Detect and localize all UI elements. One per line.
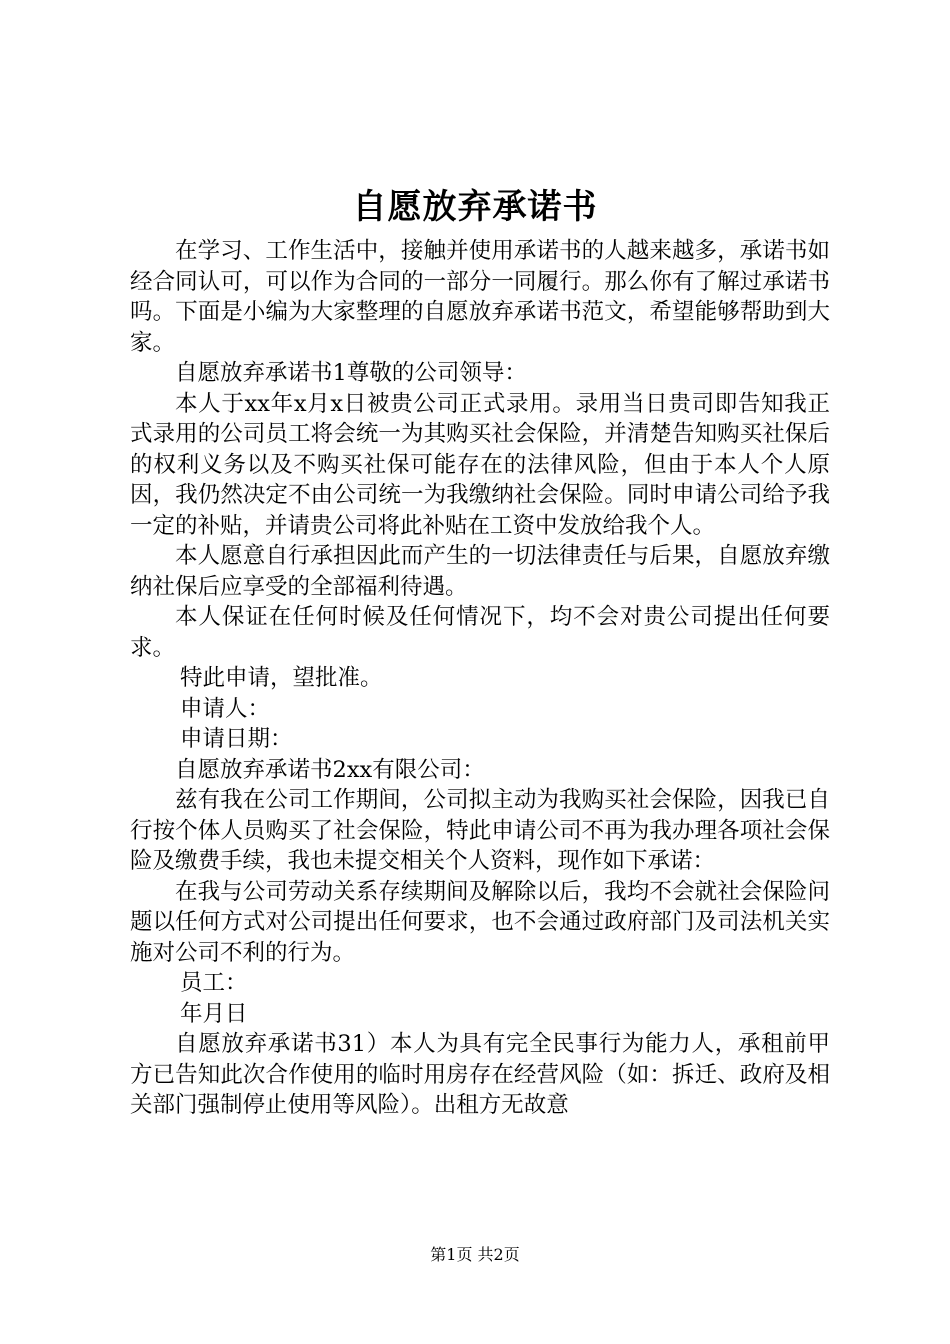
- intro-paragraph: 在学习、工作生活中，接触并使用承诺书的人越来越多，承诺书如经合同认可，可以作为合同的一部分一同履行。那么你有了解过承诺书吗。下面是小编为大家整理的自愿放弃承诺书范文，希望能够帮助到大家。: [130, 238, 830, 356]
- body-paragraph: 本人于xx年x月x日被贵公司正式录用。录用当日贵司即告知我正式录用的公司员工将会统一为其购买社会保险，并清楚告知购买社保后的权利义务以及不购买社保可能存在的法律风险，但由于本人个人原因，我仍然决定不由公司统一为我缴纳社会保险。同时申请公司给予我一定的补贴，并请贵公司将此补贴在工资中发放给我个人。: [130, 390, 830, 539]
- section-heading-3: 自愿放弃承诺书31）本人为具有完全民事行为能力人，承租前甲方已告知此次合作使用的临时用房存在经营风险（如：拆迁、政府及相关部门强制停止使用等风险）。出租方无故意: [130, 1031, 830, 1118]
- employee-line: 员工：: [180, 970, 248, 996]
- document-title: 自愿放弃承诺书: [352, 187, 598, 227]
- date-line: 年月日: [180, 1000, 248, 1027]
- body-paragraph: 兹有我在公司工作期间，公司拟主动为我购买社会保险，因我已自行按个体人员购买了社会保险，特此申请公司不再为我办理各项社会保险及缴费手续，我也未提交相关个人资料，现作如下承诺：: [130, 787, 830, 874]
- section-heading-2: 自愿放弃承诺书2xx有限公司：: [175, 756, 485, 783]
- body-paragraph: 本人保证在任何时候及任何情况下，均不会对贵公司提出任何要求。: [130, 604, 830, 661]
- application-date-line: 申请日期：: [180, 726, 293, 752]
- document-body: [130, 236, 830, 1121]
- body-paragraph: 在我与公司劳动关系存续期间及解除以后，我均不会就社会保险问题以任何方式对公司提出任何要求，也不会通过政府部门及司法机关实施对公司不利的行为。: [130, 878, 830, 966]
- body-paragraph: 本人愿意自行承担因此而产生的一切法律责任与后果，自愿放弃缴纳社保后应享受的全部福利待遇。: [130, 543, 830, 600]
- page-number-footer: 第1页 共2页: [430, 1245, 520, 1264]
- applicant-line: 申请人：: [180, 695, 271, 722]
- closing-line: 特此申请，望批准。: [180, 665, 383, 691]
- section-heading-1: 自愿放弃承诺书1尊敬的公司领导：: [175, 360, 527, 386]
